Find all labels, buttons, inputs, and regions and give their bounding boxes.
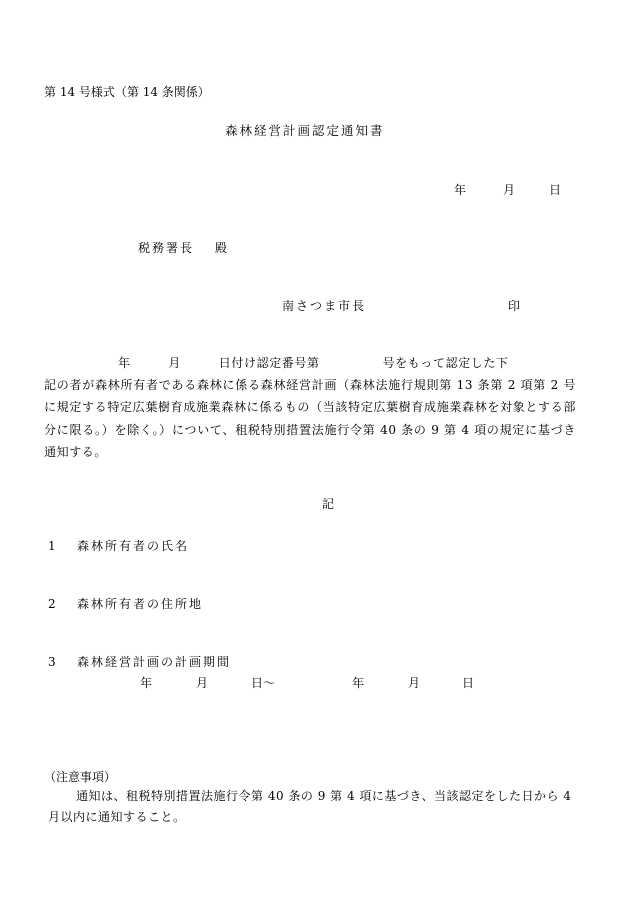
main-paragraph-rest: 記の者が森林所有者である森林に係る森林経営計画（森林法施行規則第 13 条第 2 項第 2 号に規定する特定広葉樹育成施業森林に係るもの（当該特定広葉樹育成施業森林を対象とする部分に限る。）を除く。）について、租税特別措置法施行令第 40 条の 9 第 4 項の規定に基づき通知する。 xyxy=(44,378,576,459)
date-year-label: 年 xyxy=(454,183,467,197)
notes-text: 通知は、租税特別措置法施行令第 40 条の 9 第 4 項に基づき、当該認定をした日から 4 月以内に通知すること。 xyxy=(48,789,572,824)
document-title: 森林経営計画認定通知書 xyxy=(225,123,385,138)
seal-mark: 印 xyxy=(508,299,521,313)
main-paragraph-line1: 年 月 日付け認定番号第 号をもって認定した下 xyxy=(118,356,509,370)
period-start-year: 年 xyxy=(140,676,153,690)
item-2-label: 森林所有者の住所地 xyxy=(77,597,204,611)
notes-heading: （注意事項） xyxy=(44,770,117,784)
addressee-honorific: 殿 xyxy=(215,241,228,255)
date-month-label: 月 xyxy=(503,183,516,197)
ki-heading: 記 xyxy=(322,497,335,511)
addressee: 税務署長 xyxy=(138,241,195,255)
period-end-day: 日 xyxy=(462,676,475,690)
period-start-day-tilde: 日〜 xyxy=(251,676,276,690)
period-start-month: 月 xyxy=(196,676,209,690)
item-1-label: 森林所有者の氏名 xyxy=(77,539,190,553)
period-end-year: 年 xyxy=(352,676,365,690)
period-end-month: 月 xyxy=(408,676,421,690)
main-paragraph xyxy=(44,352,576,463)
form-number: 第 14 号様式（第 14 条関係） xyxy=(44,85,210,99)
item-3-number: 3 xyxy=(48,655,56,669)
item-2-number: 2 xyxy=(48,597,56,611)
item-3-label: 森林経営計画の計画期間 xyxy=(77,655,232,669)
item-1-number: 1 xyxy=(48,539,56,553)
date-day-label: 日 xyxy=(549,183,562,197)
issuer: 南さつま市長 xyxy=(282,299,367,313)
